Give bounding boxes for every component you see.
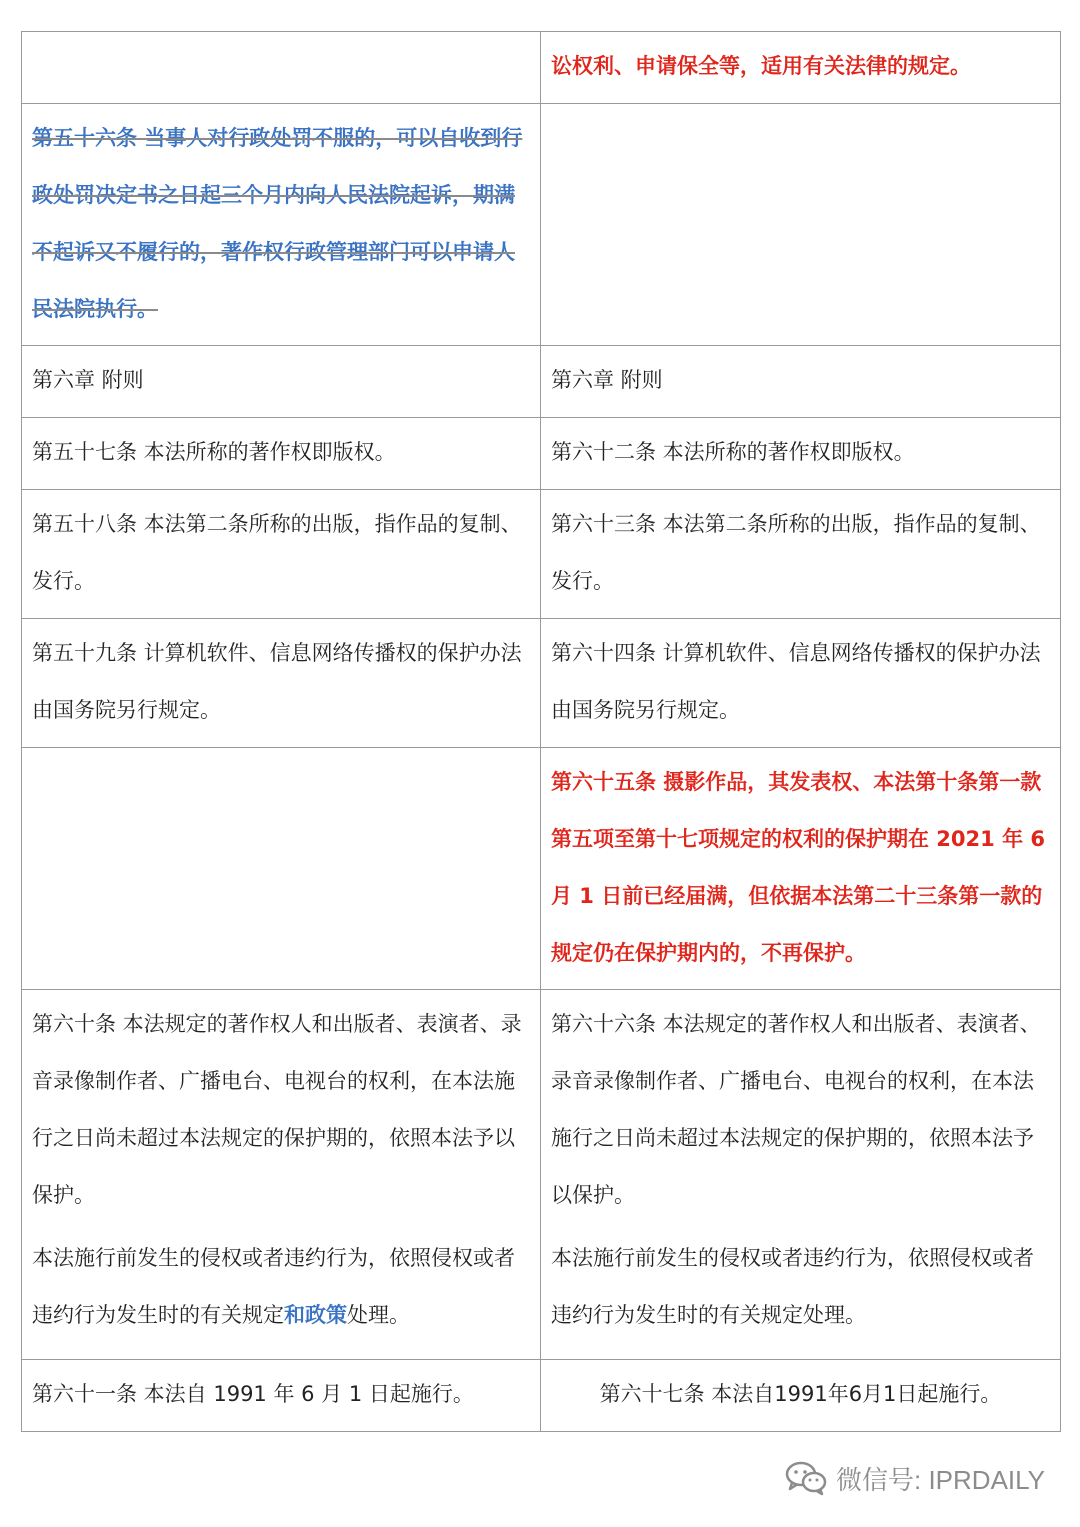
right-cell [541,418,1061,490]
chapter-heading: 第六章 附则 [551,368,663,392]
article-paragraph: 第六十条 本法规定的著作权人和出版者、表演者、录音录像制作者、广播电台、电视台的权利，在本法施行之日尚未超过本法规定的保护期的，依照本法予以保护。 [32,1012,522,1207]
article-text: 第五十九条 计算机软件、信息网络传播权的保护办法由国务院另行规定。 [32,641,522,722]
table-row [22,490,1061,619]
article-text: 第六十七条 本法自1991年6月1日起施行。 [599,1382,1002,1406]
table-row [22,748,1061,990]
article-paragraph: 本法施行前发生的侵权或者违约行为，依照侵权或者违约行为发生时的有关规定处理。 [551,1246,1034,1327]
table-row [22,346,1061,418]
added-article: 第六十五条 摄影作品，其发表权、本法第十条第一款第五项至第十七项规定的权利的保护期在 2021 年 6 月 1 日前已经届满，但依据本法第二十三条第一款的规定仍在保护期内的，不再保护。 [551,770,1045,965]
article-paragraph [32,1230,530,1344]
chapter-heading: 第六章 附则 [32,368,144,392]
left-cell [22,1360,541,1432]
article-paragraph: 第六十六条 本法规定的著作权人和出版者、表演者、录音录像制作者、广播电台、电视台的权利，在本法施行之日尚未超过本法规定的保护期的，依照本法予以保护。 [551,1012,1041,1207]
article-text: 第六十二条 本法所称的著作权即版权。 [551,440,915,464]
right-cell [541,1360,1061,1432]
table-row [22,619,1061,748]
table-row [22,104,1061,346]
left-cell [22,104,541,346]
table-row [22,1360,1061,1432]
right-cell [541,619,1061,748]
comparison-table [21,31,1061,1432]
added-text: 讼权利、申请保全等，适用有关法律的规定。 [551,54,971,78]
article-text: 第六十四条 计算机软件、信息网络传播权的保护办法由国务院另行规定。 [551,641,1041,722]
left-cell [22,490,541,619]
left-cell [22,990,541,1360]
right-cell [541,748,1061,990]
article-text: 第五十七条 本法所称的著作权即版权。 [32,440,396,464]
article-text: 第五十八条 本法第二条所称的出版，指作品的复制、发行。 [32,512,522,593]
watermark-text: 微信号: IPRDAILY [836,1464,1046,1495]
deleted-text: 第五十六条 当事人对行政处罚不服的，可以自收到行政处罚决定书之日起三个月内向人民法院起诉，期满不起诉又不履行的，著作权行政管理部门可以申请人民法院执行。 [32,126,523,321]
left-cell-empty [22,748,541,990]
wechat-icon [784,1460,828,1496]
table-row [22,990,1061,1360]
table-row [22,418,1061,490]
left-cell [22,346,541,418]
table-row [22,32,1061,104]
article-text: 第六十一条 本法自 1991 年 6 月 1 日起施行。 [32,1382,474,1406]
paragraph-text: 本法施行前发生的侵权或者违约行为，依照侵权或者违约行为发生时的有关规定 [32,1246,515,1327]
right-cell [541,32,1061,104]
right-cell [541,490,1061,619]
left-cell-empty [22,32,541,104]
right-cell-empty [541,104,1061,346]
paragraph-text: 处理。 [347,1303,410,1327]
watermark [784,1458,1045,1498]
article-text: 第六十三条 本法第二条所称的出版，指作品的复制、发行。 [551,512,1041,593]
left-cell [22,619,541,748]
right-cell [541,346,1061,418]
left-cell [22,418,541,490]
right-cell [541,990,1061,1360]
changed-text: 和政策 [284,1303,347,1327]
